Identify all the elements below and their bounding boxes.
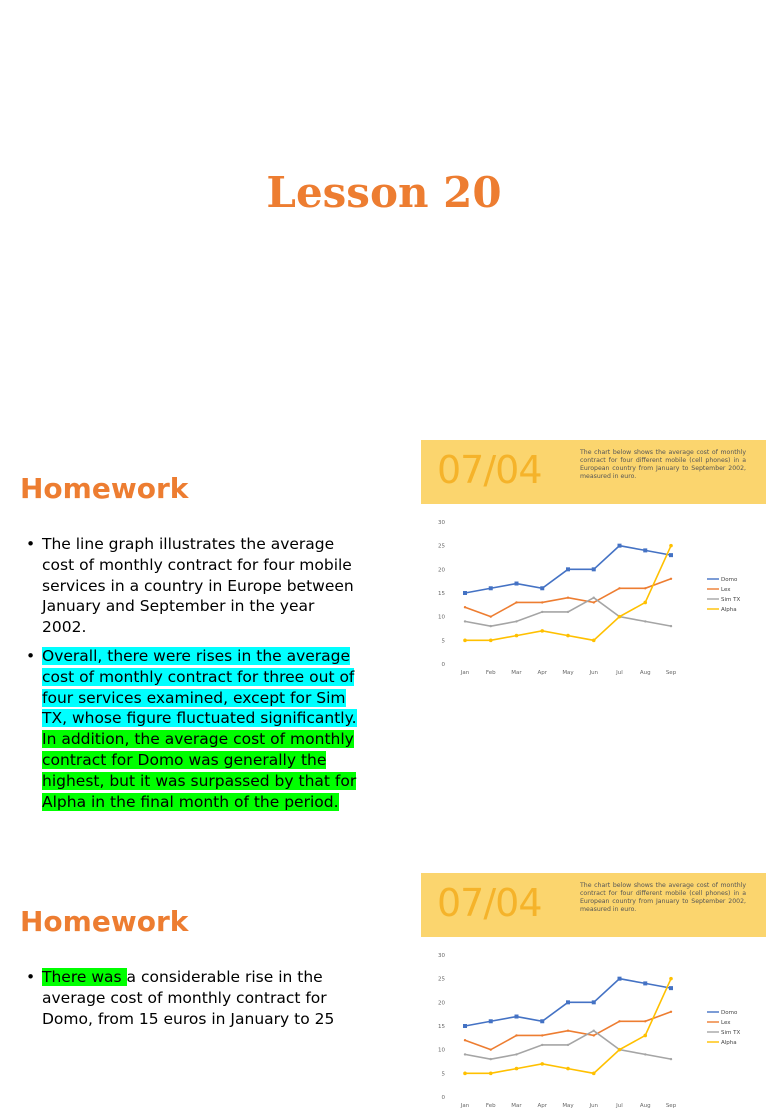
series-line: [465, 546, 671, 641]
data-point: [592, 1000, 596, 1004]
homework-section-2: [0, 873, 768, 1109]
data-point: [515, 634, 519, 638]
chart-slide-thumbnail: [421, 440, 766, 684]
y-tick-label: 25: [438, 976, 445, 983]
data-point: [618, 587, 620, 589]
y-tick-label: 20: [438, 1000, 445, 1007]
homework-heading: Homework: [20, 472, 189, 505]
data-point: [515, 1067, 519, 1071]
data-point: [490, 1048, 492, 1050]
data-point: [567, 1030, 569, 1032]
y-tick-label: 10: [438, 1047, 445, 1054]
y-tick-label: 15: [438, 1024, 445, 1030]
data-point: [643, 601, 647, 605]
x-tick-label: Jun: [589, 1103, 599, 1109]
x-tick-label: Apr: [537, 670, 548, 676]
data-point: [592, 1072, 596, 1076]
x-tick-label: Jul: [616, 670, 623, 676]
highlighted-text-cyan: Overall, there were rises in the average cost of monthly contract for three out of four services examined, except for Sim TX, whose figure fluctuated significantly.: [42, 646, 357, 728]
data-point: [541, 1034, 543, 1036]
data-point: [464, 606, 466, 608]
x-tick-label: Feb: [485, 1103, 496, 1109]
data-point: [670, 625, 672, 627]
data-point: [618, 544, 622, 548]
line-chart: [421, 512, 766, 682]
data-point: [463, 591, 467, 595]
legend-label: Alpha: [721, 1040, 737, 1046]
data-point: [593, 601, 595, 603]
highlighted-text-green: In addition, the average cost of monthly contract for Domo was generally the highest, but it was surpassed by that for Alpha in the final month of the period.: [42, 730, 357, 811]
data-point: [644, 587, 646, 589]
legend-label: Domo: [721, 1010, 738, 1016]
data-point: [592, 639, 596, 643]
x-tick-label: Aug: [639, 670, 651, 676]
data-point: [644, 1020, 646, 1022]
data-point: [669, 986, 673, 990]
x-tick-label: Sep: [665, 1103, 677, 1109]
data-point: [489, 586, 493, 590]
y-tick-label: 5: [441, 638, 445, 645]
data-point: [669, 553, 673, 557]
thumbnail-caption: The chart below shows the average cost of monthly contract for four different mobile (cell phones) in a European country from January to September 2002, measured in euro.: [580, 882, 746, 913]
x-tick-label: Feb: [485, 670, 496, 676]
data-point: [515, 582, 519, 586]
x-tick-label: Apr: [537, 1103, 548, 1109]
data-point: [489, 639, 493, 643]
data-point: [540, 1062, 544, 1066]
data-point: [463, 1024, 467, 1028]
data-point: [566, 567, 570, 571]
data-point: [515, 1034, 517, 1036]
data-point: [669, 544, 673, 548]
y-tick-label: 25: [438, 543, 445, 550]
data-point: [489, 1019, 493, 1023]
data-point: [490, 615, 492, 617]
y-tick-label: 30: [438, 953, 445, 959]
data-point: [566, 1067, 570, 1071]
series-line: [465, 979, 671, 1074]
data-point: [593, 597, 595, 599]
data-point: [644, 1053, 646, 1055]
data-point: [567, 597, 569, 599]
data-point: [670, 1011, 672, 1013]
data-point: [567, 1044, 569, 1046]
data-point: [541, 601, 543, 603]
thumbnail-header: [421, 440, 766, 504]
legend-label: Domo: [721, 577, 738, 583]
data-point: [567, 611, 569, 613]
data-point: [592, 567, 596, 571]
y-tick-label: 30: [438, 520, 445, 526]
homework-bullets: [20, 534, 362, 820]
bullet-item: [20, 534, 362, 638]
legend-label: Sim TX: [721, 1030, 741, 1036]
highlighted-text-green: There was: [42, 968, 127, 986]
data-point: [463, 639, 467, 643]
data-point: [618, 977, 622, 981]
slide-title: Lesson 20: [266, 168, 502, 217]
data-point: [515, 1015, 519, 1019]
homework-heading: Homework: [20, 905, 189, 938]
data-point: [540, 1019, 544, 1023]
data-point: [593, 1030, 595, 1032]
x-tick-label: Jul: [616, 1103, 623, 1109]
data-point: [669, 977, 673, 981]
data-point: [566, 634, 570, 638]
data-point: [566, 1000, 570, 1004]
data-point: [540, 586, 544, 590]
x-tick-label: Mar: [511, 1103, 522, 1109]
x-tick-label: May: [562, 670, 574, 676]
data-point: [515, 601, 517, 603]
y-tick-label: 20: [438, 567, 445, 574]
thumbnail-header: [421, 873, 766, 937]
data-point: [540, 629, 544, 633]
homework-bullets: [20, 967, 362, 1037]
data-point: [515, 620, 517, 622]
data-point: [541, 611, 543, 613]
legend-label: Alpha: [721, 607, 737, 613]
data-point: [643, 548, 647, 552]
y-tick-label: 0: [441, 1095, 445, 1101]
x-tick-label: Jun: [589, 670, 599, 676]
x-tick-label: Aug: [639, 1103, 651, 1109]
bullet-text: The line graph illustrates the average cost of monthly contract for four mobile services in a country in Europe between January and September in the year 2002.: [42, 535, 354, 637]
data-point: [618, 615, 622, 619]
data-point: [644, 620, 646, 622]
data-point: [541, 1044, 543, 1046]
y-tick-label: 5: [441, 1071, 445, 1078]
x-tick-label: May: [562, 1103, 574, 1109]
thumbnail-date: 07/04: [437, 448, 542, 492]
x-tick-label: Jan: [460, 670, 470, 676]
data-point: [670, 1058, 672, 1060]
data-point: [618, 1020, 620, 1022]
data-point: [464, 1053, 466, 1055]
data-point: [670, 578, 672, 580]
data-point: [490, 625, 492, 627]
line-chart: [421, 945, 766, 1115]
legend-label: Lex: [721, 587, 731, 593]
bullet-item: [20, 967, 362, 1029]
data-point: [489, 1072, 493, 1076]
data-point: [643, 1034, 647, 1038]
data-point: [490, 1058, 492, 1060]
bullet-text: a considerable rise in the average cost of monthly contract for Domo, from 15 euros in January to 25: [42, 968, 335, 1028]
thumbnail-date: 07/04: [437, 881, 542, 925]
data-point: [643, 981, 647, 985]
data-point: [515, 1053, 517, 1055]
chart-slide-thumbnail: [421, 873, 766, 1109]
y-tick-label: 15: [438, 591, 445, 597]
x-tick-label: Sep: [665, 670, 677, 676]
bullet-item: [20, 646, 362, 812]
x-tick-label: Mar: [511, 670, 522, 676]
data-point: [464, 620, 466, 622]
data-point: [593, 1034, 595, 1036]
data-point: [464, 1039, 466, 1041]
y-tick-label: 0: [441, 662, 445, 668]
x-tick-label: Jan: [460, 1103, 470, 1109]
thumbnail-caption: The chart below shows the average cost of monthly contract for four different mobile (cell phones) in a European country from January to September 2002, measured in euro.: [580, 449, 746, 480]
data-point: [463, 1072, 467, 1076]
legend-label: Sim TX: [721, 597, 741, 603]
y-tick-label: 10: [438, 614, 445, 621]
homework-section-1: [0, 440, 768, 820]
legend-label: Lex: [721, 1020, 731, 1026]
data-point: [618, 1048, 622, 1052]
